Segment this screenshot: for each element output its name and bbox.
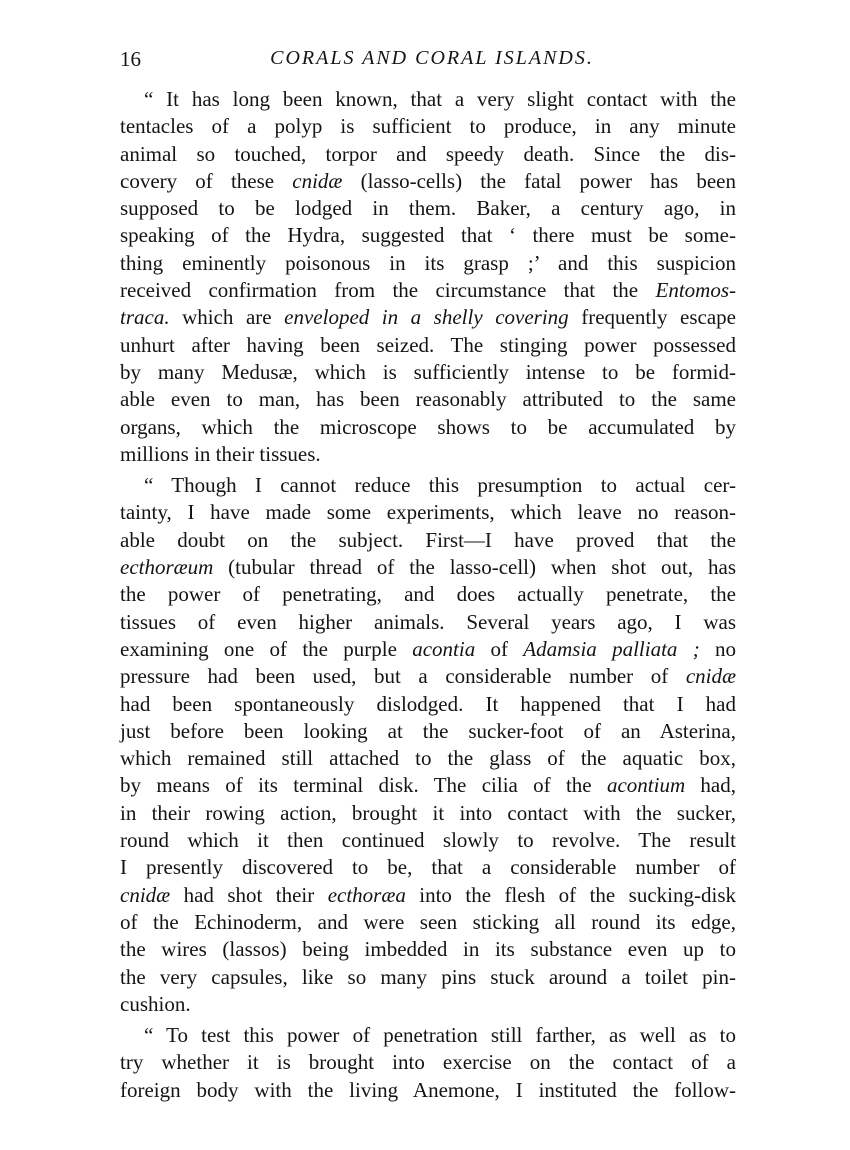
text-run: millions in their tissues. [120,441,321,466]
text-line [120,386,736,413]
text-run: tentacles of a polyp is sufficient to produce, in any minute [120,114,736,139]
text-run: which remained still attached to the glass of the aquatic box, [120,746,736,771]
running-head [120,44,736,76]
italic-text: Entomos- [655,278,736,303]
text-run: foreign body with the living Anemone, I instituted the follow- [120,1077,736,1102]
text-line [120,527,736,554]
text-run: which are [169,305,285,330]
text-run: thing eminently poisonous in its grasp ;’ and this suspicion [120,250,736,275]
text-run: organs, which the microscope shows to be accumulated by [120,414,736,439]
text-run: of [475,636,524,661]
italic-text: acontia [412,636,476,661]
text-line [120,909,736,936]
text-line [120,663,736,690]
text-line [120,332,736,359]
italic-text: ecthoræa [327,882,406,907]
text-line [120,827,736,854]
text-line [120,168,736,195]
text-line [120,991,736,1018]
text-line [120,222,736,249]
text-run: cushion. [120,991,191,1016]
text-line [120,277,736,304]
text-line [120,609,736,636]
paragraph [120,86,736,468]
text-run: (lasso-cells) the fatal power has been [342,168,736,193]
text-line [120,800,736,827]
paragraph [120,472,736,1018]
text-line [120,1077,736,1104]
text-run: had been spontaneously dislodged. It happened that I had [120,691,736,716]
text-run: frequently escape [568,305,736,330]
text-run: try whether it is brought into exercise on the contact of a [120,1050,736,1075]
text-run: had shot their [170,882,328,907]
text-run: in their rowing action, brought it into contact with the sucker, [120,800,736,825]
text-line [120,141,736,168]
text-line [120,936,736,963]
text-run: the very capsules, like so many pins stuck around a toilet pin- [120,964,736,989]
text-run: covery of these [120,168,293,193]
text-line [120,1049,736,1076]
text-run: able even to man, has been reasonably attributed to the same [120,387,736,412]
text-run: able doubt on the subject. First—I have proved that the [120,527,736,552]
text-run: round which it then continued slowly to revolve. The result [120,828,736,853]
text-run: the wires (lassos) being imbedded in its substance even up to [120,937,736,962]
paragraph [120,1022,736,1104]
text-run: I presently discovered to be, that a considerable number of [120,855,736,880]
text-run: had, [685,773,736,798]
italic-text: Adamsia palliata ; [523,636,700,661]
text-run: pressure had been used, but a considerable number of [120,664,686,689]
text-run: unhurt after having been seized. The stinging power possessed [120,332,736,357]
text-line [120,636,736,663]
text-run: just before been looking at the sucker-foot of an Asterina, [120,718,736,743]
body-text [120,86,736,1104]
text-line [120,1022,736,1049]
text-run: supposed to be lodged in them. Baker, a century ago, in [120,196,736,221]
italic-text: cnidæ [120,882,171,907]
italic-text: cnidæ [685,664,736,689]
italic-text: enveloped in a shelly covering [284,305,569,330]
text-run: “ Though I cannot reduce this presumption to actual cer- [144,473,736,498]
text-run: tainty, I have made some experiments, which leave no reason- [120,500,736,525]
text-run: “ To test this power of penetration still farther, as well as to [144,1023,736,1048]
text-line [120,882,736,909]
text-run: into the flesh of the sucking-disk [405,882,737,907]
text-line [120,581,736,608]
text-line [120,554,736,581]
text-line [120,195,736,222]
text-run: no [699,636,737,661]
text-line [120,250,736,277]
text-run: by means of its terminal disk. The cilia of the [120,773,607,798]
italic-text: cnidæ [292,168,343,193]
text-line [120,414,736,441]
italic-text: acontium [606,773,686,798]
text-line [120,441,736,468]
text-run: by many Medusæ, which is sufficiently intense to be formid- [120,359,736,384]
text-line [120,691,736,718]
text-run: speaking of the Hydra, suggested that ‘ there must be some- [120,223,736,248]
text-line [120,772,736,799]
text-line [120,86,736,113]
text-run: animal so touched, torpor and speedy death. Since the dis- [120,141,736,166]
text-run: tissues of even higher animals. Several years ago, I was [120,609,736,634]
italic-text: traca. [120,305,170,330]
text-run: of the Echinoderm, and were seen sticking all round its edge, [120,909,736,934]
text-line [120,499,736,526]
text-run: “ It has long been known, that a very slight contact with the [144,87,736,111]
text-run: the power of penetrating, and does actually penetrate, the [120,582,736,607]
text-line [120,472,736,499]
text-run: received confirmation from the circumstance that the [120,278,656,303]
text-line [120,718,736,745]
text-run: examining one of the purple [120,636,413,661]
text-line [120,745,736,772]
italic-text: ecthoræum [120,555,214,580]
text-line [120,304,736,331]
page-number: 16 [120,47,141,71]
text-line [120,359,736,386]
text-line [120,964,736,991]
text-run: (tubular thread of the lasso-cell) when shot out, has [213,555,736,580]
text-line [120,854,736,881]
text-line [120,113,736,140]
running-title: CORALS AND CORAL ISLANDS. [270,47,594,69]
